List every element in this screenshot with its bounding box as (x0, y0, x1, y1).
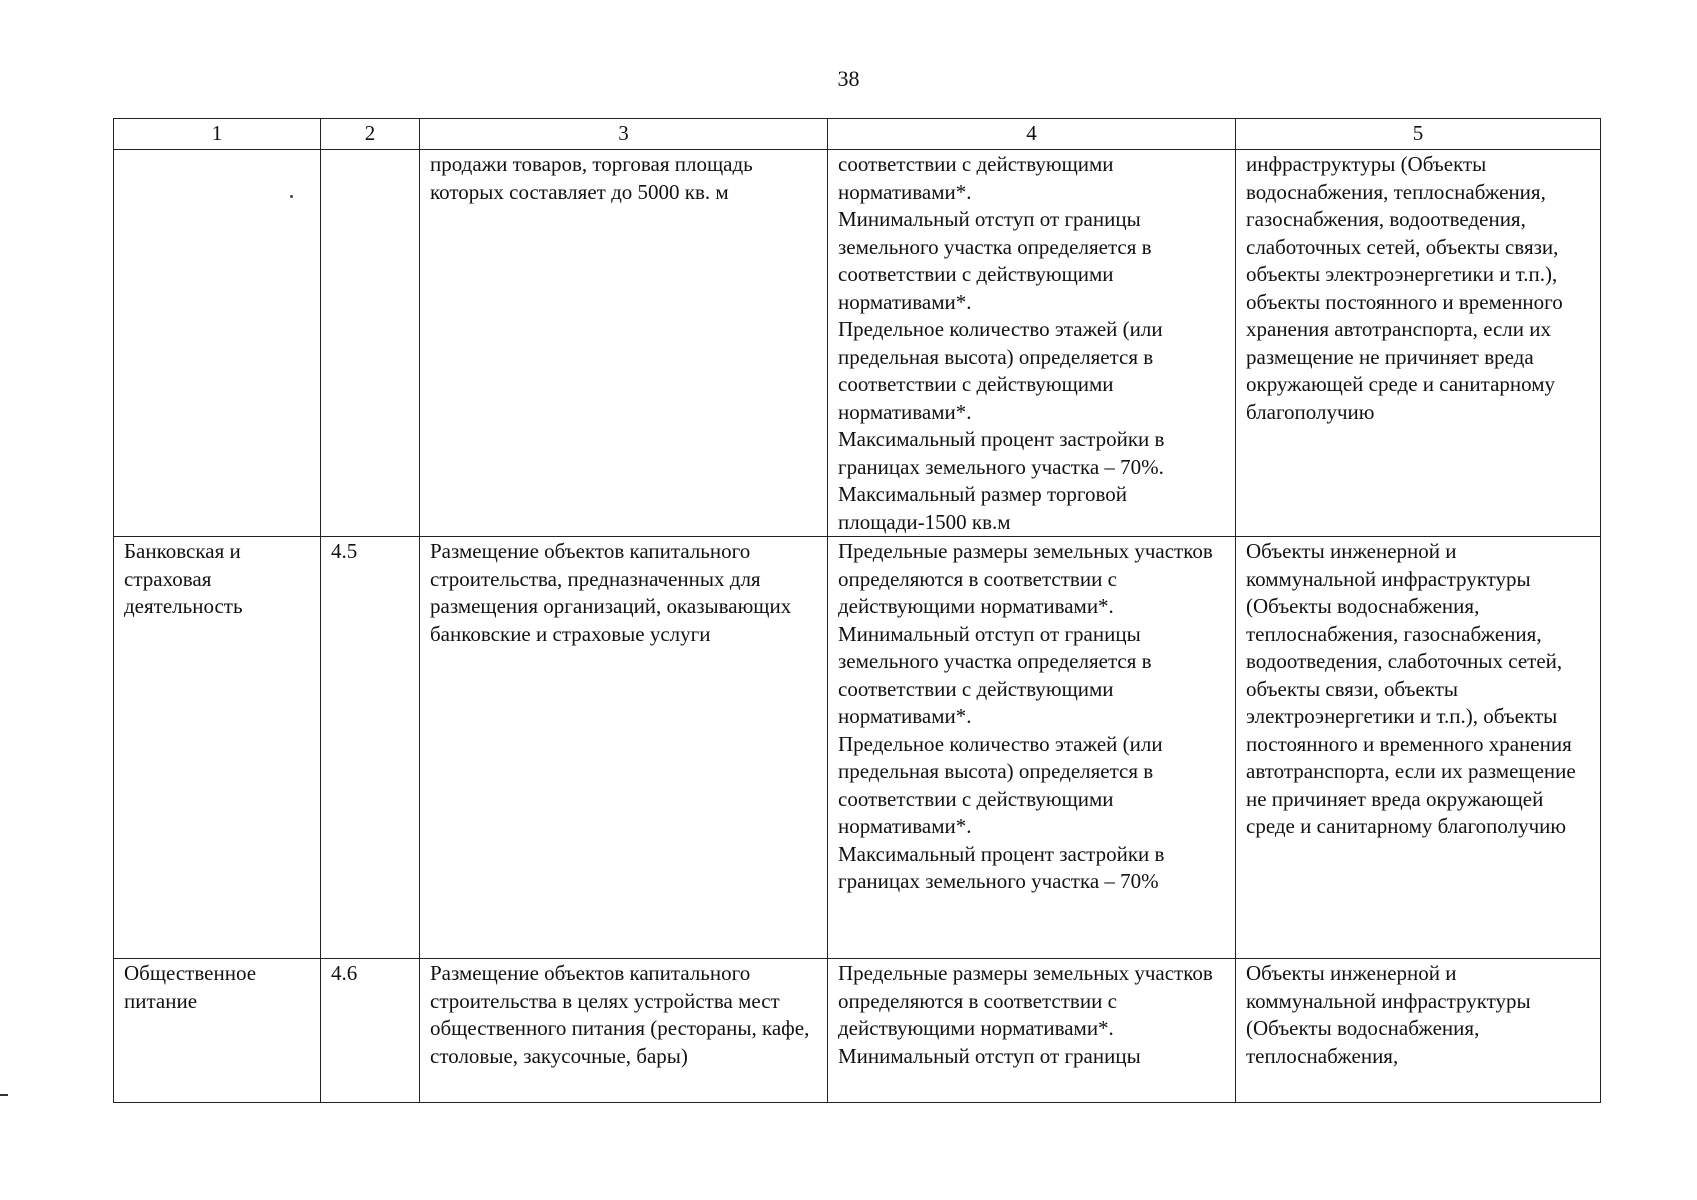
parameter-text: Минимальный отступ от границы земельного участка определяется в соответствии с действующими нормативами*. (838, 207, 1152, 314)
parameter-text: Предельные размеры земельных участков определяются в соответствии с действующими нормативами*. (838, 961, 1213, 1040)
use-description-cell: Размещение объектов капитального строительства в целях устройства мест общественного питания (рестораны, кафе, столовые, закусочные, бары) (420, 959, 828, 1103)
parameter-text: Минимальный отступ от границы земельного участка определяется в соответствии с действующими нормативами*. (838, 621, 1152, 728)
parameter-text: Минимальный отступ от границы (838, 1043, 1141, 1068)
auxiliary-use-cell: Объекты инженерной и коммунальной инфраструктуры (Объекты водоснабжения, теплоснабжения, газоснабжения, водоотведения, слаботочных сетей, объекты связи, объекты электроэнергетики и т.п.), объекты постоянного и временного хранения автотранспорта, если их размещение не причиняет вреда окружающей среде и санитарному благополучию (1236, 537, 1601, 959)
table-row (114, 150, 1601, 537)
parameter-text: Максимальный размер торговой площади-1500 кв.м (838, 482, 1127, 534)
use-name-cell: Общественное питание (114, 959, 321, 1103)
use-code-cell: 4.5 (321, 537, 420, 959)
parameters-cell (828, 959, 1236, 1103)
header-row (114, 119, 1601, 150)
use-description-cell: Размещение объектов капитального строительства, предназначенных для размещения организаций, оказывающих банковские и страховые услуги (420, 537, 828, 959)
margin-mark (0, 1094, 8, 1096)
use-description-cell: продажи товаров, торговая площадь которых составляет до 5000 кв. м (420, 150, 828, 537)
page-number: 38 (837, 66, 860, 91)
header-col-2: 2 (321, 119, 420, 150)
header-col-5: 5 (1236, 119, 1601, 150)
parameters-cell (828, 150, 1236, 537)
use-code-cell (321, 150, 420, 537)
auxiliary-use-cell: Объекты инженерной и коммунальной инфраструктуры (Объекты водоснабжения, теплоснабжения, (1236, 959, 1601, 1103)
parameter-text: Максимальный процент застройки в границах земельного участка – 70%. (838, 427, 1165, 479)
use-name-cell: Банковская и страховая деятельность (114, 537, 321, 959)
table-row (114, 959, 1601, 1103)
parameter-text: Предельное количество этажей (или предельная высота) определяется в соответствии с действующими нормативами*. (838, 731, 1163, 838)
table-row (114, 537, 1601, 959)
use-code-cell: 4.6 (321, 959, 420, 1103)
parameter-text: соответствии с действующими нормативами*. (838, 152, 1114, 204)
parameter-text: Максимальный процент застройки в границах земельного участка – 70% (838, 841, 1165, 893)
auxiliary-use-cell: инфраструктуры (Объекты водоснабжения, теплоснабжения, газоснабжения, водоотведения, слаботочных сетей, объекты связи, объекты электроэнергетики и т.п.), объекты постоянного и временного хранения автотранспорта, если их размещение не причиняет вреда окружающей среде и санитарному благополучию (1236, 150, 1601, 537)
parameter-text: Предельное количество этажей (или предельная высота) определяется в соответствии с действующими нормативами*. (838, 317, 1163, 424)
zoning-table (113, 118, 1601, 1103)
header-col-1: 1 (114, 119, 321, 150)
header-col-3: 3 (420, 119, 828, 150)
header-col-4: 4 (828, 119, 1236, 150)
use-name-cell (114, 150, 321, 537)
parameter-text: Предельные размеры земельных участков определяются в соответствии с действующими нормативами*. (838, 539, 1213, 618)
parameters-cell (828, 537, 1236, 959)
